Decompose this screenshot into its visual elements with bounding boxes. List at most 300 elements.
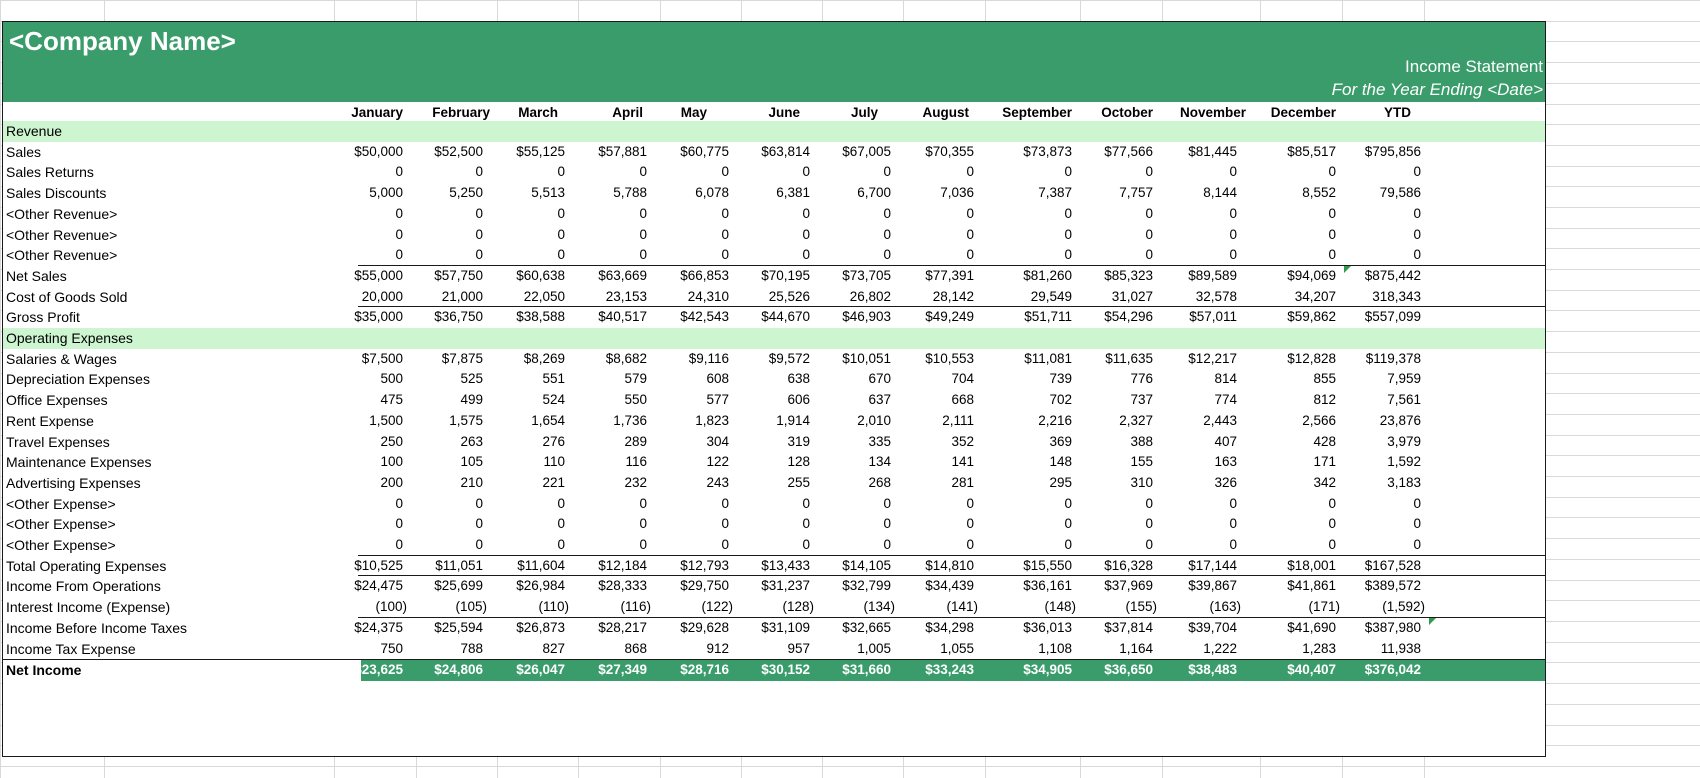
value-cell-july[interactable]: 26,802 bbox=[849, 288, 891, 304]
value-cell-march[interactable]: 0 bbox=[557, 226, 565, 242]
value-cell-february[interactable]: 5,250 bbox=[449, 185, 483, 201]
value-cell-march[interactable]: $11,604 bbox=[517, 557, 565, 573]
value-cell-ytd[interactable]: $389,572 bbox=[1364, 578, 1421, 594]
value-cell-january[interactable]: $50,000 bbox=[354, 143, 403, 159]
row-label[interactable]: <Other Revenue> bbox=[6, 247, 118, 264]
value-cell-july[interactable]: $67,005 bbox=[842, 143, 891, 159]
value-cell-march[interactable]: 221 bbox=[542, 474, 565, 490]
row-label[interactable]: <Other Expense> bbox=[6, 537, 116, 553]
value-cell-may[interactable]: $42,543 bbox=[680, 309, 729, 325]
row-label[interactable]: Maintenance Expenses bbox=[6, 454, 152, 471]
value-cell-february[interactable]: 0 bbox=[475, 226, 483, 242]
value-cell-april[interactable]: 5,788 bbox=[613, 185, 647, 201]
row-label[interactable]: Income Before Income Taxes bbox=[6, 619, 188, 636]
value-cell-september[interactable]: $51,711 bbox=[1024, 309, 1072, 325]
value-cell-december[interactable]: $85,517 bbox=[1287, 143, 1336, 159]
value-cell-may[interactable]: 1,823 bbox=[695, 412, 729, 428]
value-cell-october[interactable]: 155 bbox=[1130, 454, 1153, 470]
value-cell-august[interactable]: $49,249 bbox=[925, 309, 974, 325]
value-cell-january[interactable]: 0 bbox=[395, 495, 403, 511]
value-cell-december[interactable]: 34,207 bbox=[1294, 288, 1336, 304]
value-cell-september[interactable]: 702 bbox=[1049, 392, 1072, 408]
value-cell-march[interactable]: $60,638 bbox=[516, 267, 565, 283]
section-label[interactable]: Revenue bbox=[6, 123, 63, 139]
row-label[interactable]: Sales Discounts bbox=[6, 185, 107, 202]
column-header-november[interactable]: November bbox=[1179, 105, 1246, 120]
value-cell-november[interactable]: 0 bbox=[1229, 537, 1237, 552]
value-cell-december[interactable]: 0 bbox=[1328, 205, 1336, 221]
value-cell-march[interactable]: $55,125 bbox=[516, 143, 565, 159]
value-cell-april[interactable]: $40,517 bbox=[598, 309, 647, 325]
value-cell-november[interactable]: 1,222 bbox=[1203, 640, 1237, 656]
value-cell-november[interactable]: 407 bbox=[1214, 433, 1237, 449]
value-cell-ytd[interactable]: 318,343 bbox=[1372, 288, 1421, 304]
value-cell-september[interactable]: 0 bbox=[1064, 516, 1072, 532]
column-header-august[interactable]: August bbox=[922, 105, 969, 120]
value-cell-august[interactable]: $34,439 bbox=[925, 578, 974, 594]
value-cell-may[interactable]: 0 bbox=[721, 495, 729, 511]
value-cell-may[interactable]: 6,078 bbox=[695, 185, 729, 201]
value-cell-august[interactable]: $34,298 bbox=[925, 619, 974, 635]
value-cell-october[interactable]: $37,814 bbox=[1104, 619, 1153, 635]
column-header-february[interactable]: February bbox=[432, 105, 490, 120]
value-cell-december[interactable]: 812 bbox=[1313, 392, 1336, 408]
value-cell-march[interactable]: 276 bbox=[542, 433, 565, 449]
value-cell-february[interactable]: 788 bbox=[460, 640, 483, 656]
value-cell-april[interactable]: $57,881 bbox=[598, 143, 647, 159]
value-cell-january[interactable]: 750 bbox=[380, 640, 403, 656]
value-cell-november[interactable]: $12,217 bbox=[1188, 350, 1237, 366]
value-cell-december[interactable]: $41,861 bbox=[1287, 578, 1336, 594]
value-cell-april[interactable]: 1,736 bbox=[613, 412, 647, 428]
value-cell-september[interactable]: 0 bbox=[1064, 205, 1072, 221]
row-label[interactable]: Depreciation Expenses bbox=[6, 371, 150, 388]
value-cell-november[interactable]: 32,578 bbox=[1195, 288, 1237, 304]
value-cell-july[interactable]: $32,799 bbox=[842, 578, 891, 594]
value-cell-march[interactable]: $26,984 bbox=[516, 578, 565, 594]
value-cell-august[interactable]: 0 bbox=[966, 247, 974, 263]
value-cell-july[interactable]: 0 bbox=[883, 205, 891, 221]
value-cell-august[interactable]: 1,055 bbox=[940, 640, 974, 656]
value-cell-ytd[interactable]: $875,442 bbox=[1364, 267, 1421, 283]
value-cell-december[interactable]: 855 bbox=[1313, 371, 1336, 387]
value-cell-september[interactable]: $73,873 bbox=[1023, 143, 1072, 159]
value-cell-february[interactable]: 499 bbox=[460, 392, 483, 408]
value-cell-august[interactable]: 0 bbox=[966, 164, 974, 180]
value-cell-october[interactable]: 0 bbox=[1145, 226, 1153, 242]
value-cell-august[interactable]: 0 bbox=[966, 537, 974, 552]
value-cell-march[interactable]: 827 bbox=[542, 640, 565, 656]
value-cell-january[interactable]: $7,500 bbox=[361, 350, 403, 366]
value-cell-august[interactable]: 2,111 bbox=[942, 412, 974, 428]
row-label[interactable]: Sales bbox=[6, 143, 42, 160]
row-label[interactable]: Sales Returns bbox=[6, 164, 94, 181]
value-cell-march[interactable]: $26,873 bbox=[516, 619, 565, 635]
value-cell-november[interactable]: $81,445 bbox=[1188, 143, 1237, 159]
value-cell-february[interactable]: 0 bbox=[475, 537, 483, 552]
value-cell-july[interactable]: 134 bbox=[868, 454, 891, 470]
value-cell-march[interactable]: 524 bbox=[542, 392, 565, 408]
value-cell-august[interactable]: $77,391 bbox=[925, 267, 974, 283]
value-cell-august[interactable]: 141 bbox=[951, 454, 974, 470]
value-cell-june[interactable]: 606 bbox=[787, 392, 810, 408]
value-cell-february[interactable]: 210 bbox=[460, 474, 483, 490]
value-cell-ytd[interactable]: 79,586 bbox=[1379, 185, 1421, 201]
column-header-september[interactable]: September bbox=[1002, 105, 1072, 120]
value-cell-ytd[interactable]: 11,938 bbox=[1380, 640, 1421, 656]
value-cell-october[interactable]: 31,027 bbox=[1111, 288, 1153, 304]
value-cell-september[interactable]: $34,905 bbox=[1023, 662, 1072, 678]
value-cell-october[interactable]: 0 bbox=[1145, 495, 1153, 511]
value-cell-october[interactable]: $36,650 bbox=[1104, 662, 1153, 678]
value-cell-february[interactable]: 1,575 bbox=[449, 412, 483, 428]
value-cell-may[interactable]: 0 bbox=[721, 247, 729, 263]
value-cell-january[interactable]: 500 bbox=[380, 371, 403, 387]
value-cell-october[interactable]: 2,327 bbox=[1119, 412, 1153, 428]
value-cell-july[interactable]: 0 bbox=[883, 516, 891, 532]
row-label[interactable]: Net Income bbox=[3, 660, 361, 681]
value-cell-june[interactable]: $70,195 bbox=[761, 267, 810, 283]
value-cell-august[interactable]: 0 bbox=[966, 205, 974, 221]
value-cell-july[interactable]: $10,051 bbox=[842, 350, 891, 366]
column-header-june[interactable]: June bbox=[768, 105, 800, 120]
value-cell-march[interactable]: (110) bbox=[538, 599, 569, 615]
value-cell-may[interactable]: (122) bbox=[701, 599, 733, 615]
value-cell-april[interactable]: 579 bbox=[624, 371, 647, 387]
value-cell-january[interactable]: 0 bbox=[395, 247, 403, 263]
value-cell-october[interactable]: 776 bbox=[1130, 371, 1153, 387]
value-cell-june[interactable]: 0 bbox=[802, 516, 810, 532]
value-cell-september[interactable]: (148) bbox=[1044, 599, 1076, 615]
value-cell-june[interactable]: 128 bbox=[787, 454, 810, 470]
value-cell-ytd[interactable]: 0 bbox=[1413, 495, 1421, 511]
value-cell-april[interactable]: 0 bbox=[639, 247, 647, 263]
value-cell-august[interactable]: $33,243 bbox=[925, 662, 974, 678]
value-cell-december[interactable]: 0 bbox=[1328, 226, 1336, 242]
value-cell-december[interactable]: 8,552 bbox=[1302, 185, 1336, 201]
value-cell-october[interactable]: 310 bbox=[1130, 474, 1153, 490]
value-cell-august[interactable]: $14,810 bbox=[925, 557, 974, 573]
value-cell-october[interactable]: 0 bbox=[1145, 516, 1153, 532]
value-cell-june[interactable]: 255 bbox=[787, 474, 810, 490]
value-cell-december[interactable]: 2,566 bbox=[1302, 412, 1336, 428]
value-cell-april[interactable]: 0 bbox=[639, 205, 647, 221]
value-cell-april[interactable]: $28,217 bbox=[598, 619, 647, 635]
value-cell-february[interactable]: 0 bbox=[475, 164, 483, 180]
value-cell-february[interactable]: $24,806 bbox=[434, 662, 483, 678]
value-cell-march[interactable]: 0 bbox=[557, 164, 565, 180]
value-cell-october[interactable]: $54,296 bbox=[1104, 309, 1153, 325]
value-cell-september[interactable]: $15,550 bbox=[1023, 557, 1072, 573]
value-cell-april[interactable]: 868 bbox=[624, 640, 647, 656]
value-cell-february[interactable]: $52,500 bbox=[434, 143, 483, 159]
value-cell-september[interactable]: 1,108 bbox=[1038, 640, 1072, 656]
column-header-april[interactable]: April bbox=[612, 105, 643, 120]
value-cell-ytd[interactable]: 0 bbox=[1413, 247, 1421, 263]
value-cell-october[interactable]: 0 bbox=[1145, 247, 1153, 263]
value-cell-august[interactable]: 704 bbox=[951, 371, 974, 387]
value-cell-ytd[interactable]: 0 bbox=[1413, 164, 1421, 180]
value-cell-march[interactable]: 0 bbox=[557, 247, 565, 263]
value-cell-july[interactable]: 0 bbox=[883, 164, 891, 180]
value-cell-april[interactable]: $12,184 bbox=[598, 557, 647, 573]
column-header-december[interactable]: December bbox=[1270, 105, 1336, 120]
row-label[interactable]: <Other Revenue> bbox=[6, 205, 118, 222]
value-cell-may[interactable]: 912 bbox=[706, 640, 729, 656]
value-cell-may[interactable]: $60,775 bbox=[680, 143, 729, 159]
row-label[interactable]: <Other Revenue> bbox=[6, 226, 118, 243]
value-cell-november[interactable]: $39,704 bbox=[1188, 619, 1237, 635]
value-cell-september[interactable]: $81,260 bbox=[1023, 267, 1072, 283]
value-cell-july[interactable]: $31,660 bbox=[842, 662, 891, 678]
value-cell-june[interactable]: 0 bbox=[802, 226, 810, 242]
column-header-march[interactable]: March bbox=[518, 105, 558, 120]
row-label[interactable]: Rent Expense bbox=[6, 412, 94, 429]
value-cell-june[interactable]: 638 bbox=[787, 371, 810, 387]
value-cell-february[interactable]: 525 bbox=[460, 371, 483, 387]
value-cell-june[interactable]: $31,109 bbox=[761, 619, 810, 635]
value-cell-april[interactable]: 116 bbox=[625, 454, 647, 470]
cell-comment-marker[interactable] bbox=[1429, 618, 1436, 625]
value-cell-may[interactable]: $66,853 bbox=[680, 267, 729, 283]
value-cell-january[interactable]: 0 bbox=[395, 205, 403, 221]
value-cell-march[interactable]: 110 bbox=[543, 454, 565, 470]
value-cell-august[interactable]: $10,553 bbox=[925, 350, 974, 366]
value-cell-ytd[interactable]: $376,042 bbox=[1364, 662, 1421, 678]
value-cell-october[interactable]: 7,757 bbox=[1119, 185, 1153, 201]
value-cell-july[interactable]: 1,005 bbox=[857, 640, 891, 656]
column-header-july[interactable]: July bbox=[850, 105, 878, 120]
value-cell-june[interactable]: 0 bbox=[802, 164, 810, 180]
value-cell-november[interactable]: $38,483 bbox=[1188, 662, 1237, 678]
value-cell-may[interactable]: 0 bbox=[721, 537, 729, 552]
value-cell-april[interactable]: 0 bbox=[639, 226, 647, 242]
value-cell-november[interactable]: 0 bbox=[1229, 205, 1237, 221]
value-cell-july[interactable]: $14,105 bbox=[842, 557, 891, 573]
value-cell-february[interactable]: 263 bbox=[460, 433, 483, 449]
value-cell-november[interactable]: 163 bbox=[1214, 454, 1237, 470]
value-cell-march[interactable]: $8,269 bbox=[523, 350, 565, 366]
row-label[interactable]: Interest Income (Expense) bbox=[6, 599, 171, 616]
value-cell-november[interactable]: $89,589 bbox=[1188, 267, 1237, 283]
value-cell-june[interactable]: 0 bbox=[802, 247, 810, 263]
value-cell-february[interactable]: $57,750 bbox=[434, 267, 483, 283]
value-cell-march[interactable]: $26,047 bbox=[516, 662, 565, 678]
row-label[interactable]: Advertising Expenses bbox=[6, 474, 141, 491]
value-cell-september[interactable]: 0 bbox=[1064, 495, 1072, 511]
value-cell-january[interactable]: 0 bbox=[395, 537, 403, 552]
value-cell-may[interactable]: 0 bbox=[721, 205, 729, 221]
value-cell-january[interactable]: 475 bbox=[380, 392, 403, 408]
value-cell-april[interactable]: 0 bbox=[639, 537, 647, 552]
value-cell-september[interactable]: 29,549 bbox=[1030, 288, 1072, 304]
value-cell-may[interactable]: 243 bbox=[706, 474, 729, 490]
value-cell-may[interactable]: $29,750 bbox=[680, 578, 729, 594]
value-cell-april[interactable]: 23,153 bbox=[605, 288, 647, 304]
value-cell-september[interactable]: 739 bbox=[1049, 371, 1072, 387]
row-label[interactable]: Cost of Goods Sold bbox=[6, 288, 128, 305]
value-cell-march[interactable]: 0 bbox=[557, 516, 565, 532]
value-cell-may[interactable]: 0 bbox=[721, 226, 729, 242]
value-cell-june[interactable]: $31,237 bbox=[761, 578, 810, 594]
value-cell-december[interactable]: 171 bbox=[1313, 454, 1336, 470]
value-cell-ytd[interactable]: 3,979 bbox=[1387, 433, 1421, 449]
row-label[interactable]: Income Tax Expense bbox=[6, 640, 136, 657]
value-cell-april[interactable]: 550 bbox=[624, 392, 647, 408]
value-cell-march[interactable]: 0 bbox=[557, 537, 565, 552]
value-cell-november[interactable]: 0 bbox=[1229, 495, 1237, 511]
row-label[interactable]: Gross Profit bbox=[6, 309, 80, 326]
value-cell-ytd[interactable]: 0 bbox=[1413, 537, 1421, 552]
value-cell-june[interactable]: 0 bbox=[802, 495, 810, 511]
value-cell-november[interactable]: 0 bbox=[1229, 226, 1237, 242]
value-cell-september[interactable]: 0 bbox=[1064, 226, 1072, 242]
value-cell-may[interactable]: $29,628 bbox=[680, 619, 729, 635]
value-cell-september[interactable]: 148 bbox=[1049, 454, 1072, 470]
value-cell-november[interactable]: 8,144 bbox=[1203, 185, 1237, 201]
value-cell-august[interactable]: $70,355 bbox=[925, 143, 974, 159]
value-cell-june[interactable]: 319 bbox=[787, 433, 810, 449]
value-cell-september[interactable]: $36,013 bbox=[1023, 619, 1072, 635]
value-cell-april[interactable]: (116) bbox=[620, 599, 651, 615]
value-cell-june[interactable]: 1,914 bbox=[776, 412, 810, 428]
value-cell-february[interactable]: 21,000 bbox=[441, 288, 483, 304]
value-cell-may[interactable]: 304 bbox=[706, 433, 729, 449]
value-cell-ytd[interactable]: 3,183 bbox=[1387, 474, 1421, 490]
value-cell-january[interactable]: $23,625 bbox=[354, 662, 403, 678]
value-cell-june[interactable]: (128) bbox=[782, 599, 814, 615]
value-cell-december[interactable]: 0 bbox=[1328, 537, 1336, 552]
value-cell-november[interactable]: $39,867 bbox=[1188, 578, 1237, 594]
value-cell-october[interactable]: $77,566 bbox=[1104, 143, 1153, 159]
value-cell-december[interactable]: $41,690 bbox=[1287, 619, 1336, 635]
value-cell-june[interactable]: 6,381 bbox=[776, 185, 810, 201]
value-cell-november[interactable]: 814 bbox=[1214, 371, 1237, 387]
value-cell-ytd[interactable]: $387,980 bbox=[1364, 619, 1421, 635]
value-cell-may[interactable]: 122 bbox=[706, 454, 729, 470]
value-cell-ytd[interactable]: 1,592 bbox=[1387, 454, 1421, 470]
value-cell-ytd[interactable]: $795,856 bbox=[1364, 143, 1421, 159]
value-cell-february[interactable]: $25,699 bbox=[434, 578, 483, 594]
value-cell-july[interactable]: $46,903 bbox=[842, 309, 891, 325]
value-cell-may[interactable]: 577 bbox=[706, 392, 729, 408]
value-cell-november[interactable]: 0 bbox=[1229, 516, 1237, 532]
value-cell-january[interactable]: $55,000 bbox=[354, 267, 403, 283]
value-cell-january[interactable]: $10,525 bbox=[354, 557, 403, 573]
value-cell-april[interactable]: 289 bbox=[624, 433, 647, 449]
value-cell-may[interactable]: $28,716 bbox=[680, 662, 729, 678]
value-cell-december[interactable]: 428 bbox=[1313, 433, 1336, 449]
value-cell-january[interactable]: 0 bbox=[395, 516, 403, 532]
value-cell-november[interactable]: (163) bbox=[1209, 599, 1241, 615]
value-cell-december[interactable]: 0 bbox=[1328, 247, 1336, 263]
value-cell-october[interactable]: 737 bbox=[1130, 392, 1153, 408]
value-cell-july[interactable]: 6,700 bbox=[857, 185, 891, 201]
value-cell-june[interactable]: $30,152 bbox=[761, 662, 810, 678]
value-cell-december[interactable]: 0 bbox=[1328, 516, 1336, 532]
value-cell-january[interactable]: 0 bbox=[395, 164, 403, 180]
value-cell-august[interactable]: 668 bbox=[951, 392, 974, 408]
value-cell-february[interactable]: 0 bbox=[475, 516, 483, 532]
value-cell-july[interactable]: 0 bbox=[883, 537, 891, 552]
value-cell-july[interactable]: 268 bbox=[868, 474, 891, 490]
value-cell-december[interactable]: $18,001 bbox=[1287, 557, 1336, 573]
value-cell-november[interactable]: 0 bbox=[1229, 247, 1237, 263]
value-cell-ytd[interactable]: 7,561 bbox=[1387, 392, 1421, 408]
value-cell-january[interactable]: 250 bbox=[380, 433, 403, 449]
value-cell-ytd[interactable]: 23,876 bbox=[1379, 412, 1421, 428]
value-cell-january[interactable]: 5,000 bbox=[369, 185, 403, 201]
value-cell-november[interactable]: $57,011 bbox=[1189, 309, 1237, 325]
value-cell-january[interactable]: 20,000 bbox=[361, 288, 403, 304]
value-cell-july[interactable]: 2,010 bbox=[857, 412, 891, 428]
value-cell-march[interactable]: $38,588 bbox=[516, 309, 565, 325]
value-cell-june[interactable]: 0 bbox=[802, 537, 810, 552]
value-cell-september[interactable]: $11,081 bbox=[1024, 350, 1072, 366]
value-cell-december[interactable]: $40,407 bbox=[1287, 662, 1336, 678]
value-cell-october[interactable]: $16,328 bbox=[1104, 557, 1153, 573]
value-cell-august[interactable]: 0 bbox=[966, 516, 974, 532]
value-cell-december[interactable]: 0 bbox=[1328, 164, 1336, 180]
value-cell-september[interactable]: 295 bbox=[1049, 474, 1072, 490]
value-cell-march[interactable]: 1,654 bbox=[531, 412, 565, 428]
value-cell-ytd[interactable]: 0 bbox=[1413, 226, 1421, 242]
value-cell-october[interactable]: 0 bbox=[1145, 537, 1153, 552]
company-name[interactable]: <Company Name> bbox=[9, 26, 236, 56]
value-cell-ytd[interactable]: $557,099 bbox=[1364, 309, 1421, 325]
value-cell-january[interactable]: $24,475 bbox=[354, 578, 403, 594]
value-cell-august[interactable]: 7,036 bbox=[940, 185, 974, 201]
row-label[interactable]: Salaries & Wages bbox=[6, 350, 117, 367]
value-cell-october[interactable]: $37,969 bbox=[1104, 578, 1153, 594]
value-cell-january[interactable]: $35,000 bbox=[354, 309, 403, 325]
value-cell-july[interactable]: 0 bbox=[883, 247, 891, 263]
column-header-october[interactable]: October bbox=[1101, 105, 1153, 120]
value-cell-may[interactable]: 24,310 bbox=[687, 288, 729, 304]
value-cell-ytd[interactable]: $167,528 bbox=[1364, 557, 1421, 573]
value-cell-november[interactable]: 0 bbox=[1229, 164, 1237, 180]
value-cell-january[interactable]: 1,500 bbox=[369, 412, 403, 428]
value-cell-february[interactable]: 0 bbox=[475, 247, 483, 263]
value-cell-december[interactable]: $59,862 bbox=[1287, 309, 1336, 325]
value-cell-march[interactable]: 0 bbox=[557, 205, 565, 221]
value-cell-february[interactable]: $11,051 bbox=[435, 557, 483, 573]
value-cell-ytd[interactable]: 0 bbox=[1413, 205, 1421, 221]
row-label[interactable]: Office Expenses bbox=[6, 392, 108, 409]
value-cell-march[interactable]: 5,513 bbox=[531, 185, 565, 201]
value-cell-august[interactable]: 352 bbox=[951, 433, 974, 449]
cell-comment-marker[interactable] bbox=[1344, 266, 1351, 273]
value-cell-december[interactable]: $94,069 bbox=[1287, 267, 1336, 283]
value-cell-december[interactable]: $12,828 bbox=[1287, 350, 1336, 366]
value-cell-july[interactable]: 0 bbox=[883, 226, 891, 242]
value-cell-august[interactable]: 0 bbox=[966, 495, 974, 511]
value-cell-february[interactable]: (105) bbox=[455, 599, 487, 615]
value-cell-february[interactable]: 105 bbox=[460, 454, 483, 470]
value-cell-april[interactable]: $27,349 bbox=[598, 662, 647, 678]
value-cell-september[interactable]: 0 bbox=[1064, 537, 1072, 552]
value-cell-august[interactable]: 0 bbox=[966, 226, 974, 242]
value-cell-may[interactable]: $9,116 bbox=[688, 350, 729, 366]
value-cell-december[interactable]: 0 bbox=[1328, 495, 1336, 511]
value-cell-january[interactable]: 0 bbox=[395, 226, 403, 242]
value-cell-ytd[interactable]: 7,959 bbox=[1387, 371, 1421, 387]
value-cell-april[interactable]: 0 bbox=[639, 495, 647, 511]
value-cell-july[interactable]: (134) bbox=[863, 599, 895, 615]
value-cell-may[interactable]: 0 bbox=[721, 164, 729, 180]
value-cell-april[interactable]: 0 bbox=[639, 516, 647, 532]
column-header-may[interactable]: May bbox=[680, 105, 707, 120]
